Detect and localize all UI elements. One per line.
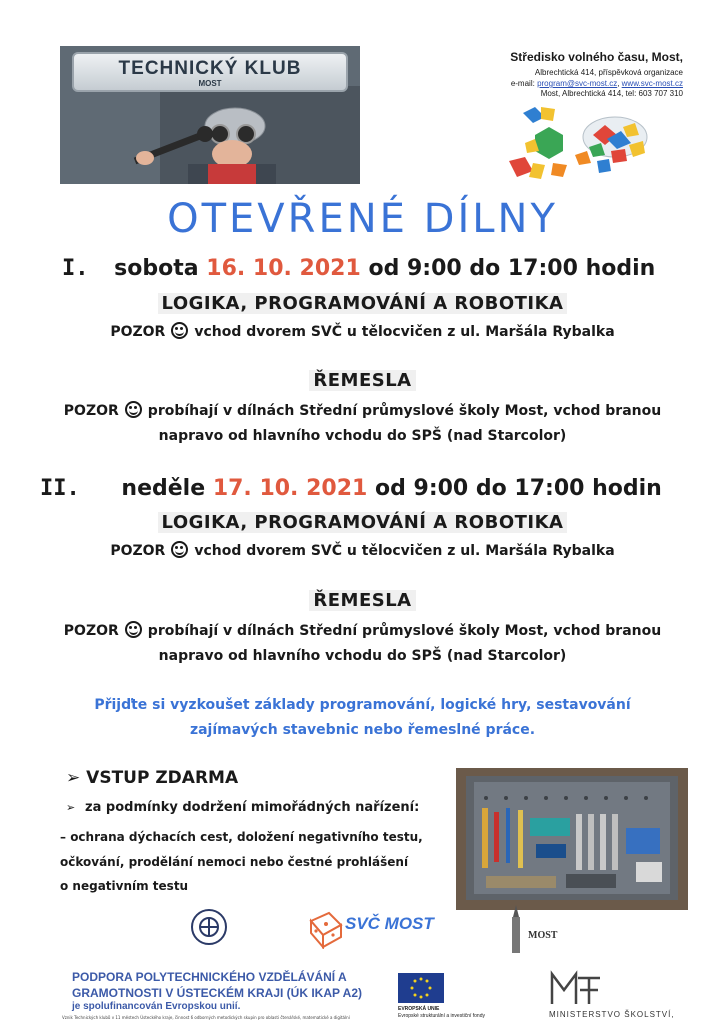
eu-label: EVROPSKÁ UNIE — [398, 1006, 440, 1012]
arrow-bullet-icon: ➢ — [66, 801, 80, 814]
condition-line-1: – ochrana dýchacích cest, doložení negativního testu, — [60, 830, 423, 844]
day-1-pozor-1 — [0, 322, 725, 340]
email-label: e-mail: — [510, 79, 535, 88]
org-phone: Most, Albrechtická 414, tel: 603 707 310 — [540, 89, 683, 98]
day-1-workshop-2 — [0, 370, 725, 391]
day-2-heading — [40, 476, 662, 501]
day-2-pozor-1-text: vchod dvorem SVČ u tělocvičen z ul. Maršála Rybalka — [194, 543, 615, 559]
day-1-pozor-1-text: vchod dvorem SVČ u tělocvičen z ul. Maršála Rybalka — [194, 324, 615, 340]
condition-line-2: očkování, prodělání nemoci nebo čestné prohlášení — [60, 855, 409, 869]
banner-plate — [72, 52, 348, 92]
pattern-blocks-illustration — [505, 105, 655, 190]
spse-logo — [178, 905, 240, 947]
email-link[interactable]: program@svc-most.cz — [537, 79, 618, 88]
smiley-icon — [125, 621, 142, 638]
tools-wall-photo — [456, 768, 688, 910]
day-1-heading — [62, 256, 655, 281]
eu-sub-label: Evropské strukturální a investiční fondy — [398, 1013, 485, 1019]
condition-line-1-text: ochrana dýchacích cest, doložení negativního testu, — [70, 830, 423, 844]
day-2-workshop-1-label: LOGIKA, PROGRAMOVÁNÍ A ROBOTIKA — [158, 512, 568, 533]
day-1-workshop-1 — [0, 293, 725, 314]
org-address: Albrechtická 414, příspěvková organizace — [534, 68, 683, 77]
day-2-time: od 9:00 do 17:00 hodin — [374, 476, 662, 501]
day-2-weekday: neděle — [121, 476, 206, 501]
day-1-pozor-2-label: POZOR — [63, 403, 119, 419]
day-2-pozor-2-text: probíhají v dílnách Střední průmyslové školy Most, vchod branou — [147, 623, 662, 639]
invite-line-2: zajímavých stavebnic nebo řemeslné práce. — [189, 722, 536, 738]
smiley-icon — [171, 322, 188, 339]
day-1-workshop-1-label: LOGIKA, PROGRAMOVÁNÍ A ROBOTIKA — [158, 293, 568, 314]
day-2-pozor-2 — [0, 621, 725, 639]
eu-flag-icon — [398, 973, 444, 1003]
org-name: Středisko volného času, Most, — [510, 50, 683, 64]
day-1-time: od 9:00 do 17:00 hodin — [368, 256, 656, 281]
conditions-bullet — [66, 800, 419, 815]
footer-line-1: PODPORA POLYTECHNICKÉHO VZDĚLÁVÁNÍ A — [72, 970, 347, 984]
footer-line-2: GRAMOTNOSTI V ÚSTECKÉM KRAJI (ÚK IKAP A2) — [72, 986, 363, 1000]
msmt-logo-mark — [548, 968, 604, 1008]
day-1-workshop-2-label: ŘEMESLA — [309, 370, 415, 391]
arrow-bullet-icon: ➢ — [66, 768, 87, 788]
day-2-pozor-2-line-2: napravo od hlavního vchodu do SPŠ (nad Starcolor) — [158, 648, 567, 664]
day-2-pozor-1 — [0, 541, 725, 559]
smiley-icon — [171, 541, 188, 558]
technicky-klub-banner — [60, 46, 360, 184]
day-2-roman: II. — [40, 476, 80, 501]
invite-line-1: Přijďte si vyzkoušet základy programování, logické hry, sestavování — [94, 697, 631, 713]
footer-line-3: je spolufinancován Evropskou unií. — [72, 1001, 241, 1012]
banner-title: TECHNICKÝ KLUB — [118, 58, 302, 79]
day-1-roman: I. — [62, 256, 89, 281]
day-1-pozor-2-line-2: napravo od hlavního vchodu do SPŠ (nad Starcolor) — [158, 428, 567, 444]
day-1-pozor-2-text: probíhají v dílnách Střední průmyslové školy Most, vchod branou — [147, 403, 662, 419]
web-link[interactable]: www.svc-most.cz — [621, 79, 683, 88]
day-2-workshop-2 — [0, 590, 725, 611]
free-entry — [66, 768, 238, 788]
day-2-pozor-1-label: POZOR — [110, 543, 166, 559]
free-entry-text: VSTUP ZDARMA — [86, 768, 239, 788]
day-2-workshop-1 — [0, 512, 725, 533]
msmt-label: MINISTERSTVO ŠKOLSTVÍ, — [549, 1010, 675, 1019]
org-contacts: e-mail: program@svc-most.cz, www.svc-most.cz — [510, 79, 683, 88]
day-1-date: 16. 10. 2021 — [206, 256, 361, 281]
svc-most-logo: SVČ MOST — [345, 914, 434, 933]
page-title: OTEVŘENÉ DÍLNY — [167, 196, 558, 242]
smiley-icon — [125, 401, 142, 418]
tower-icon — [508, 905, 524, 955]
day-1-pozor-1-label: POZOR — [110, 324, 166, 340]
most-city-logo: MOST — [528, 930, 558, 941]
conditions-text: za podmínky dodržení mimořádných nařízení: — [85, 800, 420, 815]
day-2-pozor-2-label: POZOR — [63, 623, 119, 639]
condition-line-3: o negativním testu — [60, 879, 189, 893]
banner-subtitle: MOST — [198, 79, 222, 88]
footer-note: Vznik Technických klubů v 11 městech Ústeckého kraje, činnost 6 odborných metodických skupin pro oblasti čtenářské, matematické a digitální — [62, 1015, 350, 1020]
dice-icon — [305, 907, 345, 949]
day-2-workshop-2-label: ŘEMESLA — [309, 590, 415, 611]
day-1-pozor-2 — [0, 401, 725, 419]
day-2-date: 17. 10. 2021 — [212, 476, 368, 501]
day-1-weekday: sobota — [114, 256, 199, 281]
